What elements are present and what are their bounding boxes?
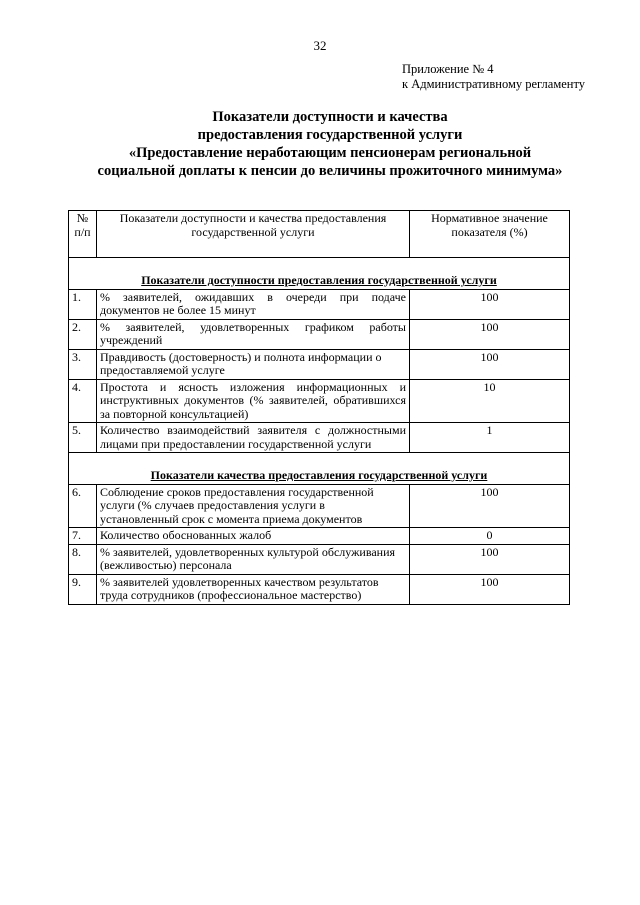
row-num: 6. [69,484,97,528]
row-value: 10 [410,379,570,423]
row-value: 100 [410,484,570,528]
row-indicator: Простота и ясность изложения информационных и инструктивных документов (% заявителей, обратившихся за повторной консультацией) [97,379,410,423]
header-indicator: Показатели доступности и качества предоставления государственной услуги [97,211,410,258]
row-value: 1 [410,423,570,453]
row-indicator: % заявителей, удовлетворенных графиком работы учреждений [97,319,410,349]
row-value: 100 [410,544,570,574]
document-title [60,108,600,180]
row-num: 8. [69,544,97,574]
section-2-title: Показатели качества предоставления государственной услуги [69,469,570,484]
row-indicator: Количество взаимодействий заявителя с должностными лицами при предоставлении государственной услуги [97,423,410,453]
row-indicator: Правдивость (достоверность) и полнота информации о предоставляемой услуге [97,349,410,379]
section-heading [69,469,570,484]
row-num: 3. [69,349,97,379]
row-indicator: % заявителей, ожидавших в очереди при подаче документов не более 15 минут [97,289,410,319]
table-row [69,349,570,379]
section-spacer [69,258,570,275]
title-line-1: Показатели доступности и качества [212,109,448,125]
title-line-4: социальной доплаты к пенсии до величины прожиточного минимума» [97,163,563,179]
row-indicator: % заявителей удовлетворенных качеством результатов труда сотрудников (профессиональное мастерство) [97,574,410,604]
row-num: 2. [69,319,97,349]
title-line-2: предоставления государственной услуги [197,127,463,143]
table-header-row [69,211,570,258]
header-value: Нормативное значение показателя (%) [410,211,570,258]
table-row [69,289,570,319]
section-heading [69,274,570,289]
title-line-3: «Предоставление неработающим пенсионерам региональной [128,145,532,161]
table-row [69,544,570,574]
table-row [69,484,570,528]
section-spacer [69,453,570,470]
table-row [69,379,570,423]
row-value: 0 [410,528,570,545]
row-value: 100 [410,289,570,319]
table-row [69,423,570,453]
section-1-title: Показатели доступности предоставления государственной услуги [69,274,570,289]
page-number: 32 [313,38,327,53]
appendix-line-1: Приложение № 4 [402,62,494,76]
table-row [69,528,570,545]
row-num: 5. [69,423,97,453]
row-indicator: % заявителей, удовлетворенных культурой обслуживания (вежливостью) персонала [97,544,410,574]
table-row [69,319,570,349]
row-indicator: Количество обоснованных жалоб [97,528,410,545]
row-num: 7. [69,528,97,545]
row-num: 4. [69,379,97,423]
row-value: 100 [410,319,570,349]
row-num: 1. [69,289,97,319]
row-value: 100 [410,349,570,379]
appendix-line-2: к Административному регламенту [402,77,586,91]
row-value: 100 [410,574,570,604]
row-indicator: Соблюдение сроков предоставления государственной услуги (% случаев предоставления услуги в установленный срок с момента приема документов [97,484,410,528]
header-num: № п/п [69,211,97,258]
indicators-table [68,210,570,605]
row-num: 9. [69,574,97,604]
appendix-note [402,62,585,92]
table-row [69,574,570,604]
